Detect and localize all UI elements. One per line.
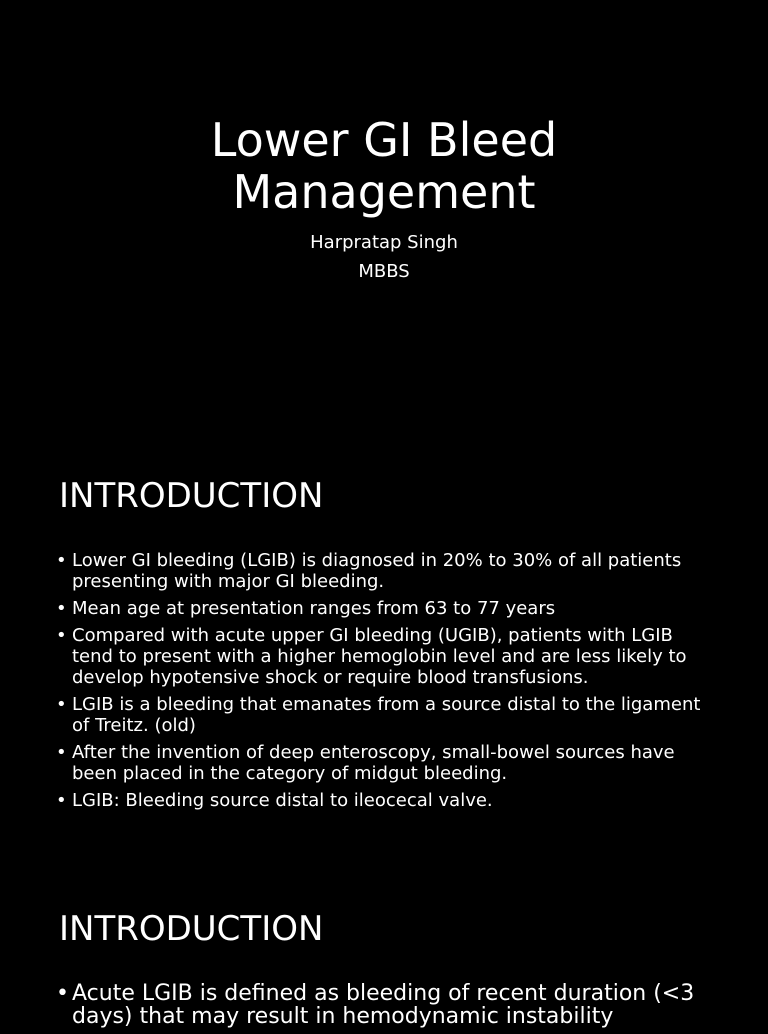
list-item bbox=[56, 982, 716, 1028]
list-item bbox=[56, 625, 716, 688]
title-line-2: Management bbox=[232, 165, 536, 219]
author-name: Harpratap Singh bbox=[310, 232, 458, 253]
list-item bbox=[56, 742, 716, 784]
bullet-icon: • bbox=[56, 742, 67, 763]
title-line-1: Lower GI Bleed bbox=[210, 113, 558, 167]
bullet-icon: • bbox=[56, 625, 67, 646]
list-item bbox=[56, 694, 716, 736]
bullet-text: Compared with acute upper GI bleeding (UGIB), patients with LGIB tend to present with a higher hemoglobin level and are less likely to develop hypotensive shock or require blood transfusions. bbox=[72, 625, 687, 688]
bullet-text: Acute LGIB is defined as bleeding of recent duration (<3 days) that may result in hemodynamic instability bbox=[72, 981, 695, 1029]
presentation-title bbox=[0, 114, 768, 218]
introduction-slide-2 bbox=[0, 864, 768, 1029]
bullet-icon: • bbox=[56, 981, 69, 1006]
bullet-icon: • bbox=[56, 694, 67, 715]
bullet-text: LGIB: Bleeding source distal to ileocecal valve. bbox=[72, 790, 493, 811]
author-credentials: MBBS bbox=[358, 261, 410, 282]
list-item bbox=[56, 550, 716, 592]
bullet-text: LGIB is a bleeding that emanates from a source distal to the ligament of Treitz. (old) bbox=[72, 694, 701, 736]
introduction-slide-1 bbox=[0, 432, 768, 864]
list-item bbox=[56, 790, 716, 811]
bullet-icon: • bbox=[56, 598, 67, 619]
bullet-text: Lower GI bleeding (LGIB) is diagnosed in 20% to 30% of all patients presenting with major GI bleeding. bbox=[72, 550, 682, 592]
bullet-text: After the invention of deep enteroscopy, small-bowel sources have been placed in the category of midgut bleeding. bbox=[72, 742, 675, 784]
bullet-icon: • bbox=[56, 550, 67, 571]
bullet-text: Mean age at presentation ranges from 63 to 77 years bbox=[72, 598, 556, 619]
slide-heading: INTRODUCTION bbox=[59, 476, 324, 516]
presentation-subtitle bbox=[0, 228, 768, 286]
bullet-list bbox=[56, 982, 716, 1034]
list-item bbox=[56, 598, 716, 619]
slide-heading: INTRODUCTION bbox=[59, 909, 324, 949]
title-slide bbox=[0, 0, 768, 432]
bullet-icon: • bbox=[56, 790, 67, 811]
bullet-list bbox=[56, 550, 716, 817]
